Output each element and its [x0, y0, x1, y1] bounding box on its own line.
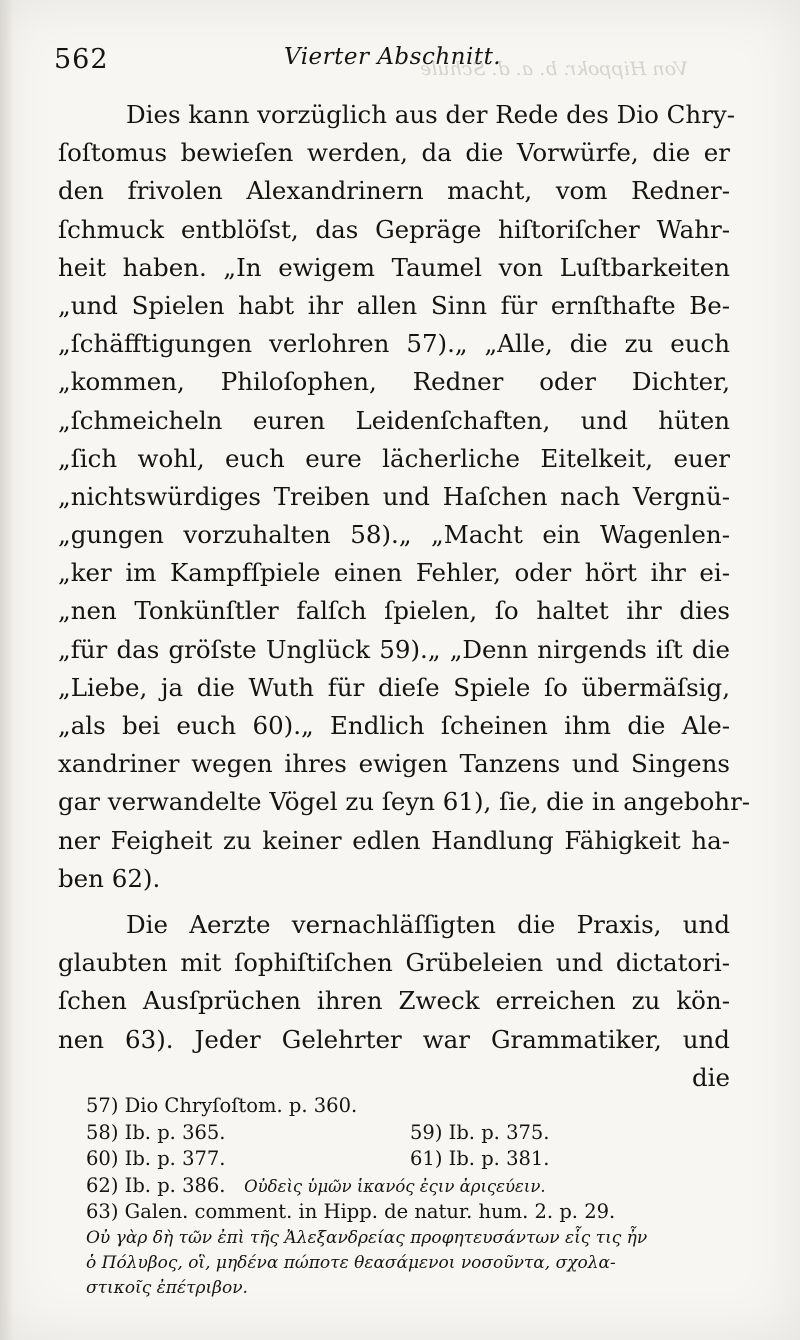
footnote-59: 59) Ib. p. 375.	[410, 1120, 550, 1144]
text-line: „als bei euch 60).„ Endlich ſcheinen ihm die Ale-	[58, 711, 730, 740]
text-line: nen 63). Jeder Gelehrter war Grammatiker, und	[58, 1024, 730, 1054]
text-line: „kommen, Philoſophen, Redner oder Dichter,	[58, 367, 730, 397]
text-line: „für das gröſste Unglück 59).„ „Denn nirgends iſt die	[58, 634, 730, 664]
footnote-57: 57) Dio Chryſoſtom. p. 360.	[86, 1094, 358, 1117]
text-line: Die Aerzte vernachläſſigten die Praxis, und	[126, 909, 730, 939]
footnote-62-greek: Οὐδεὶς ὑμῶν ἱκανός ἐςιν ἀριςεύειν.	[244, 1176, 546, 1196]
text-line: „ſich wohl, euch eure lächerliche Eitelkeit, euer	[58, 443, 730, 473]
text-line: „gungen vorzuhalten 58).„ „Macht ein Wagenlen-	[58, 520, 730, 550]
paragraph-gap	[58, 898, 730, 906]
text-line: ſchmuck entblöſst, das Gepräge hiſtoriſcher Wahr-	[58, 214, 730, 244]
footnote-63-greek: ὁ Πόλυβος, οἳ, μηδένα πώποτε θεασάμενοι νοσοῦντα, σχολα-	[86, 1252, 616, 1273]
text-line: „ſchmeicheln euren Leidenſchaften, und hüten	[58, 405, 730, 435]
footnotes	[86, 1093, 736, 1301]
text-line: ben 62).	[58, 863, 161, 893]
text-line: Dies kann vorzüglich aus der Rede des Dio Chry-	[126, 100, 736, 129]
text-line: „nichtswürdiges Treiben und Haſchen nach Vergnü-	[58, 481, 730, 511]
text-line: „ker im Kampfſpiele einen Fehler, oder hört ihr ei-	[58, 558, 730, 588]
running-head: Vierter Abschnitt.	[284, 44, 502, 70]
text-line: den frivolen Alexandrinern macht, vom Redner-	[58, 176, 730, 206]
text-line: glaubten mit ſophiſtiſchen Grübeleien und dictatori-	[58, 948, 730, 978]
text-line: gar verwandelte Vögel zu ſeyn 61), ſie, die in angebohr-	[58, 787, 751, 817]
body-text	[58, 96, 751, 1097]
text-line: „nen Tonkünſtler falſch ſpielen, ſo haltet ihr dies	[58, 596, 730, 626]
footnote-62	[86, 1173, 736, 1200]
footnote-row	[86, 1146, 736, 1173]
text-line: ſoſtomus bewieſen werden, da die Vorwürfe, die er	[58, 138, 730, 168]
text-line: ner Feigheit zu keiner edlen Handlung Fähigkeit ha-	[58, 825, 730, 855]
catchword: die	[691, 1062, 730, 1092]
page-gutter	[0, 0, 14, 1340]
text-line: heit haben. „In ewigem Taumel von Luſtbarkeiten	[58, 252, 730, 282]
page-number: 562	[54, 44, 109, 75]
text-line: ſchen Ausſprüchen ihren Zweck erreichen zu kön-	[58, 986, 730, 1016]
footnote-60: 60) Ib. p. 377.	[86, 1147, 226, 1170]
footnote-58: 58) Ib. p. 365.	[86, 1120, 226, 1144]
text-line: „ſchäfftigungen verlohren 57).„ „Alle, die zu euch	[58, 329, 730, 359]
text-line: „Liebe, ja die Wuth für dieſe Spiele ſo übermäſsig,	[58, 672, 730, 702]
text-line: „und Spielen habt ihr allen Sinn für ernſthafte Be-	[58, 290, 730, 320]
footnote-61: 61) Ib. p. 381.	[410, 1147, 550, 1170]
footnote-row	[86, 1120, 736, 1147]
footnote-63-greek: Οὐ γὰρ δὴ τῶν ἐπὶ τῆς Ἀλεξανδρείας προφητευσάντων εἷς τις ἦν	[86, 1227, 648, 1248]
footnote-63: 63) Galen. comment. in Hipp. de natur. hum. 2. p. 29.	[86, 1200, 616, 1223]
footnote-62-ref: 62) Ib. p. 386.	[86, 1173, 226, 1197]
bleed-through-text: Von Hippokr. b. a. d. Schule	[420, 58, 689, 80]
text-line: xandriner wegen ihres ewigen Tanzens und Singens	[58, 749, 730, 779]
footnote-63-greek: στικοῖς ἐπέτριβον.	[86, 1277, 248, 1298]
